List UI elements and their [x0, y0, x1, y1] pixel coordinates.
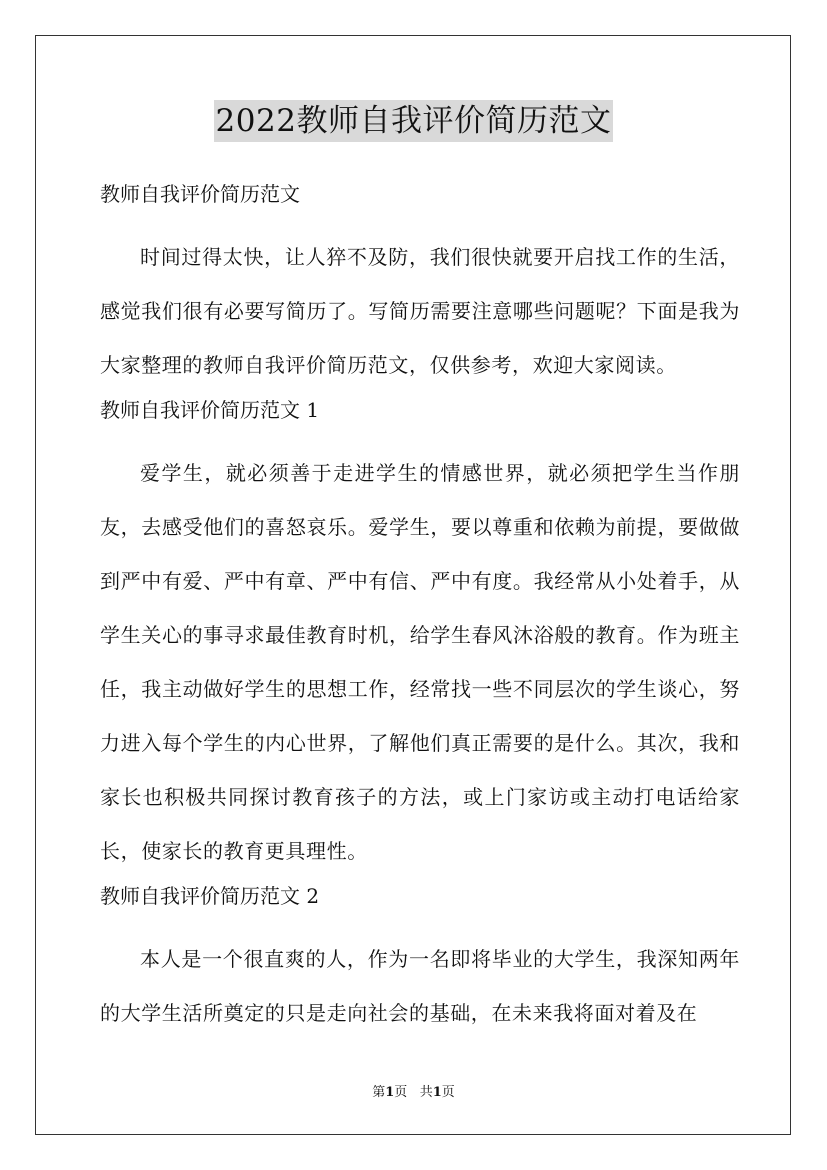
section-body-1: 爱学生，就必须善于走进学生的情感世界，就必须把学生当作朋友，去感受他们的喜怒哀乐。爱学生，要以尊重和依赖为前提，要做做到严中有爱、严中有章、严中有信、严中有度。我经常从小处着手，从学生关心的事寻求最佳教育时机，给学生春风沐浴般的教育。作为班主任，我主动做好学生的思想工作，经常找一些不同层次的学生谈心，努力进入每个学生的内心世界，了解他们真正需要的是什么。其次，我和家长也积极共同探讨教育孩子的方法，或上门家访或主动打电话给家长，使家长的教育更具理性。 [100, 461, 740, 863]
document-subtitle: 教师自我评价简历范文 [100, 182, 300, 206]
total-pages: 1 [432, 1085, 442, 1100]
page-footer [0, 1084, 827, 1102]
section-heading-2: 教师自我评价简历范文 2 [100, 884, 320, 908]
total-prefix: 共 [419, 1085, 433, 1100]
intro-paragraph: 时间过得太快，让人猝不及防，我们很快就要开启找工作的生活，感觉我们很有必要写简历了。写简历需要注意哪些问题呢？下面是我为大家整理的教师自我评价简历范文，仅供参考，欢迎大家阅读。 [100, 245, 740, 377]
section-body-2: 本人是一个很直爽的人，作为一名即将毕业的大学生，我深知两年的大学生活所奠定的只是走向社会的基础，在未来我将面对着及在 [100, 947, 740, 1025]
title-container [0, 100, 827, 142]
page-suffix: 页 [394, 1085, 408, 1100]
page-prefix: 第 [372, 1085, 386, 1100]
section-heading-1: 教师自我评价简历范文 1 [100, 398, 320, 422]
total-suffix: 页 [441, 1085, 455, 1100]
document-title: 2022教师自我评价简历范文 [214, 100, 614, 142]
document-body [100, 176, 740, 1040]
page-number: 1 [385, 1085, 395, 1100]
